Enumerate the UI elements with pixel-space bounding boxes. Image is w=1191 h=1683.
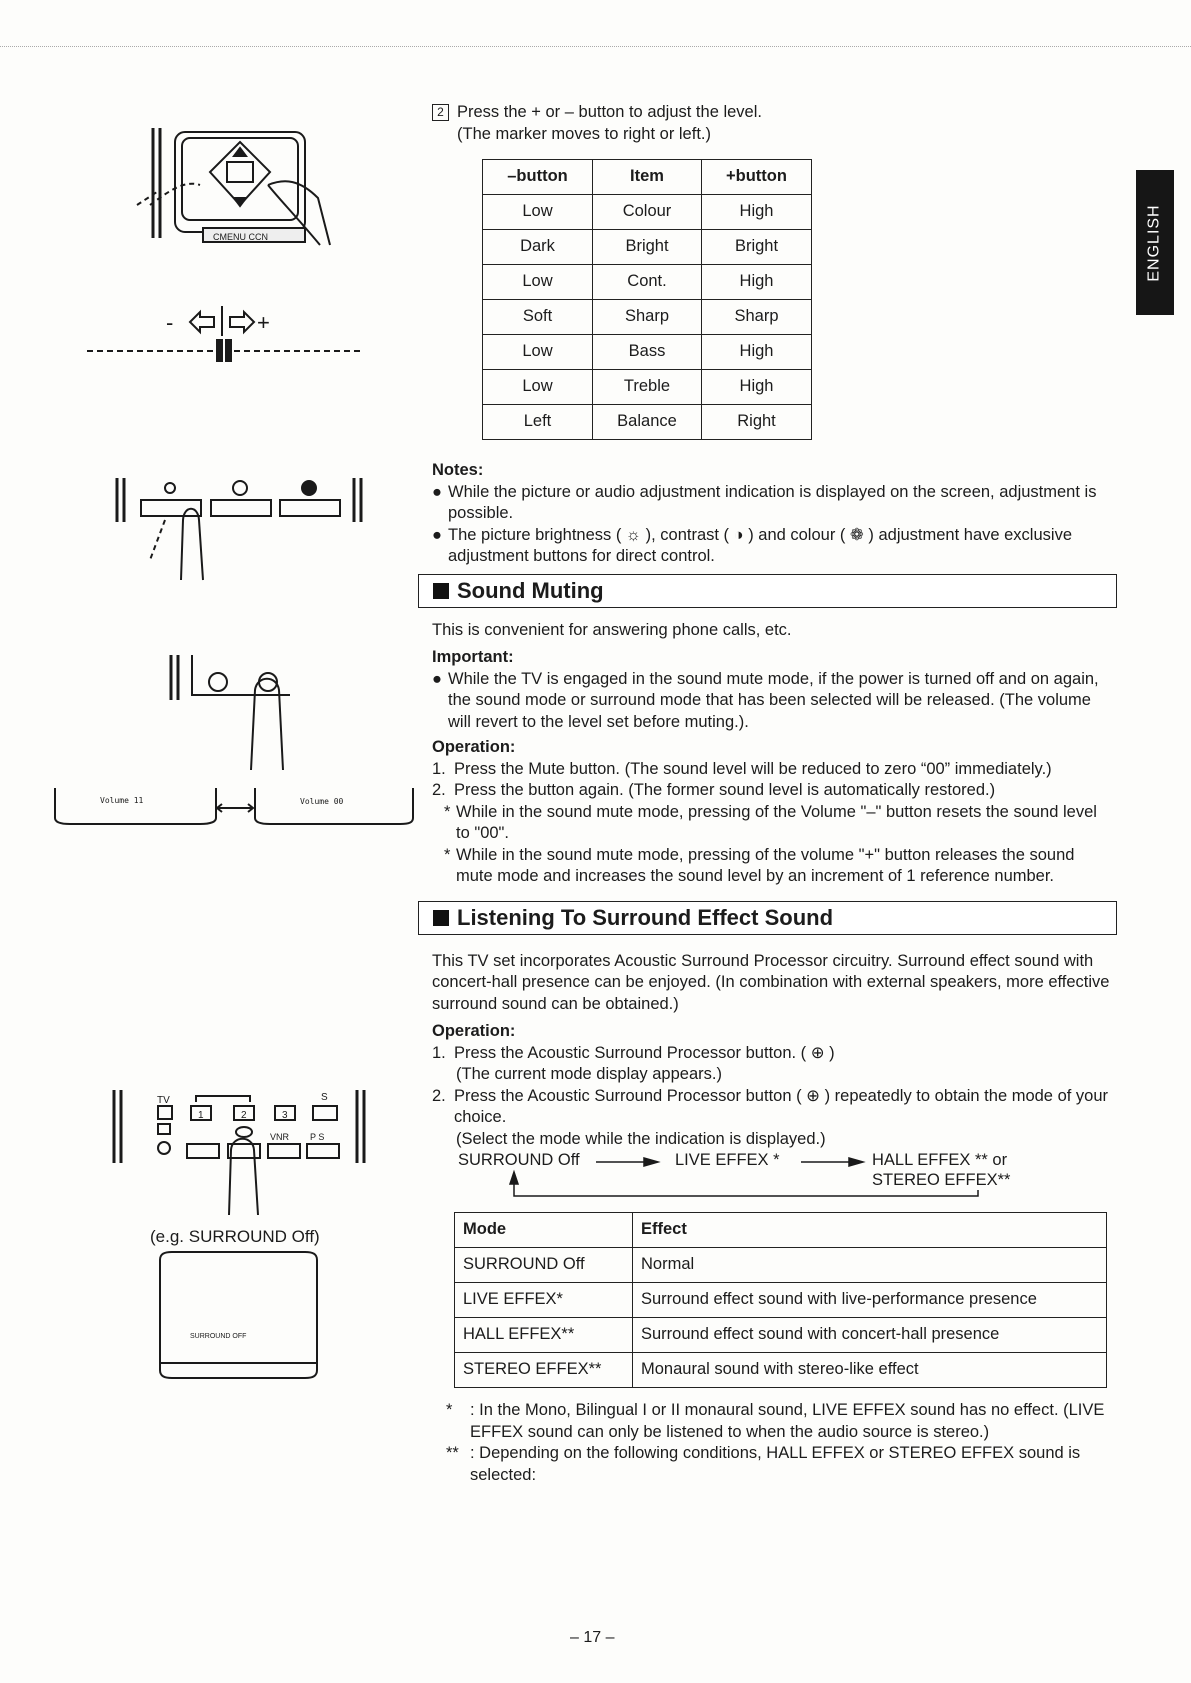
- main-content: [432, 102, 1114, 1486]
- table-cell: High: [702, 335, 812, 370]
- flow-arrows: [458, 1150, 1058, 1202]
- op-text: Press the Acoustic Surround Processor button. ( ⊕ ): [454, 1043, 835, 1062]
- table-cell: Treble: [593, 370, 702, 405]
- table-cell: Sharp: [593, 300, 702, 335]
- illustration-caption: (e.g. SURROUND Off): [150, 1227, 320, 1246]
- table-cell: Bass: [593, 335, 702, 370]
- language-tab-label: ENGLISH: [1146, 203, 1163, 282]
- flow-step: HALL EFFEX ** or: [872, 1151, 1008, 1169]
- step-2-line2: (The marker moves to right or left.): [457, 124, 711, 143]
- table-cell: Surround effect sound with concert-hall presence: [633, 1318, 1107, 1353]
- table-cell: High: [702, 370, 812, 405]
- svg-text:3: 3: [282, 1110, 288, 1121]
- mode-table: [454, 1212, 1107, 1388]
- muting-star-2: * While in the sound mute mode, pressing of the volume "+" button releases the sound mute mode and increases the sound level by an increment of 1 reference number.: [432, 845, 1114, 888]
- note-text: The picture brightness ( ☼ ), contrast ( ◑ ) and colour ( ❁ ) adjustment have exclusive adjustment buttons for direct control.: [448, 525, 1072, 565]
- op-text: Press the Mute button. (The sound level will be reduced to zero “00” immediately.): [454, 759, 1052, 778]
- surround-op-1: 1. Press the Acoustic Surround Processor button. ( ⊕ ): [432, 1043, 1114, 1065]
- volume-displays-illustration: [55, 788, 413, 824]
- footnote: [432, 1443, 1114, 1486]
- step-2-line1: Press the + or – button to adjust the level.: [457, 103, 762, 121]
- table-row: [483, 335, 812, 370]
- page-number: – 17 –: [570, 1629, 615, 1646]
- table-header: Effect: [633, 1213, 1107, 1248]
- table-cell: Left: [483, 405, 593, 440]
- heading-text: Sound Muting: [457, 577, 604, 603]
- square-bullet-icon: [433, 583, 449, 599]
- muting-op-2: 2. Press the button again. (The former sound level is automatically restored.): [432, 780, 1114, 802]
- table-row: [455, 1248, 1107, 1283]
- muting-intro: This is convenient for answering phone calls, etc.: [432, 620, 792, 639]
- svg-text:VNR: VNR: [270, 1132, 290, 1142]
- footnotes: [432, 1400, 1114, 1486]
- table-header: Item: [593, 160, 702, 195]
- op-text: Press the button again. (The former sound level is automatically restored.): [454, 781, 996, 799]
- svg-text:-: -: [166, 310, 174, 335]
- notes-title: Notes:: [432, 461, 484, 479]
- surround-op-1b: (The current mode display appears.): [456, 1065, 722, 1083]
- step-2: [432, 102, 1114, 145]
- language-tab: [1136, 170, 1174, 315]
- muting-op-1: 1. Press the Mute button. (The sound level will be reduced to zero “00” immediately.): [432, 759, 1114, 781]
- table-cell: STEREO EFFEX**: [455, 1353, 633, 1388]
- table-cell: High: [702, 265, 812, 300]
- operation-title: Operation:: [432, 738, 516, 756]
- table-row: [455, 1353, 1107, 1388]
- table-row: [483, 230, 812, 265]
- note-text: While the picture or audio adjustment indication is displayed on the screen, adjustment is possible.: [448, 482, 1097, 522]
- surround-op-2: 2. Press the Acoustic Surround Processor button ( ⊕ ) repeatedly to obtain the mode of your choice.: [432, 1086, 1114, 1129]
- muting-star-1: * While in the sound mute mode, pressing of the Volume "–" button resets the sound level to "00".: [432, 802, 1114, 845]
- table-header: –button: [483, 160, 593, 195]
- table-cell: LIVE EFFEX*: [455, 1283, 633, 1318]
- table-cell: Surround effect sound with live-performance presence: [633, 1283, 1107, 1318]
- direct-buttons-illustration: [117, 478, 361, 580]
- sound-muting-heading: [418, 574, 1117, 608]
- bullet-icon: ●: [432, 525, 442, 544]
- important-item: [432, 669, 1114, 734]
- flow-step: SURROUND Off: [458, 1151, 580, 1169]
- surround-intro: This TV set incorporates Acoustic Surround Processor circuitry. Surround effect sound with concert-hall presence can be enjoyed. (In combination with external speakers, more effective surround sound can be obtained.): [432, 951, 1110, 1013]
- table-cell: Bright: [593, 230, 702, 265]
- volume-right-label: Volume 00: [300, 797, 344, 806]
- square-bullet-icon: [433, 910, 449, 926]
- note-item: [432, 482, 1114, 525]
- volume-left-label: Volume 11: [100, 796, 144, 805]
- step-number-box: 2: [432, 104, 449, 121]
- table-row: [483, 370, 812, 405]
- note-item: [432, 525, 1114, 568]
- footnote-text: : Depending on the following conditions, HALL EFFEX or STEREO EFFEX sound is selected:: [470, 1444, 1081, 1484]
- screen-text: SURROUND OFF: [190, 1333, 247, 1340]
- heading-text: Listening To Surround Effect Sound: [457, 904, 834, 930]
- important-title: Important:: [432, 648, 514, 666]
- table-cell: Low: [483, 370, 593, 405]
- table-header: Mode: [455, 1213, 633, 1248]
- table-row: [483, 300, 812, 335]
- mute-button-illustration: [171, 655, 290, 770]
- bullet-icon: ●: [432, 482, 442, 501]
- table-row: [455, 1283, 1107, 1318]
- footnote: [432, 1400, 1114, 1443]
- table-cell: SURROUND Off: [455, 1248, 633, 1283]
- table-cell: Low: [483, 335, 593, 370]
- table-cell: Monaural sound with stereo-like effect: [633, 1353, 1107, 1388]
- star-text: While in the sound mute mode, pressing of the Volume "–" button resets the sound level to "00".: [456, 802, 1097, 842]
- remote-dpad-illustration: [137, 128, 330, 245]
- footnote-mark: **: [446, 1444, 459, 1462]
- table-cell: Bright: [702, 230, 812, 265]
- table-cell: High: [702, 195, 812, 230]
- table-cell: Right: [702, 405, 812, 440]
- surround-heading: [418, 901, 1117, 935]
- svg-text:TV: TV: [157, 1095, 170, 1106]
- svg-text:P S: P S: [310, 1132, 325, 1142]
- table-row: [483, 195, 812, 230]
- table-cell: Low: [483, 195, 593, 230]
- svg-text:+: +: [257, 310, 270, 335]
- table-cell: Low: [483, 265, 593, 300]
- important-text: While the TV is engaged in the sound mute mode, if the power is turned off and on again, the sound mode or surround mode that has been selected will be released. (The volume will revert to the level set before muting.).: [448, 669, 1099, 731]
- surround-operation-title: Operation:: [432, 1022, 516, 1040]
- bullet-icon: ●: [432, 669, 442, 688]
- table-cell: Soft: [483, 300, 593, 335]
- footnote-mark: *: [446, 1401, 453, 1419]
- mode-flow: [458, 1150, 1114, 1202]
- menu-label: CMENU CCN: [213, 232, 268, 242]
- table-cell: Sharp: [702, 300, 812, 335]
- flow-step: LIVE EFFEX *: [675, 1151, 780, 1169]
- svg-text:2: 2: [241, 1110, 247, 1121]
- table-cell: Dark: [483, 230, 593, 265]
- table-header-row: [455, 1213, 1107, 1248]
- svg-text:S: S: [321, 1092, 328, 1103]
- table-cell: Balance: [593, 405, 702, 440]
- table-cell: HALL EFFEX**: [455, 1318, 633, 1353]
- flow-step: STEREO EFFEX**: [872, 1171, 1011, 1189]
- svg-text:1: 1: [198, 1110, 204, 1121]
- surround-off-screen-illustration: [160, 1252, 317, 1378]
- table-cell: Normal: [633, 1248, 1107, 1283]
- table-cell: Colour: [593, 195, 702, 230]
- surround-buttons-illustration: [114, 1090, 364, 1215]
- marker-scale-illustration: [87, 306, 362, 361]
- star-text: While in the sound mute mode, pressing of the volume "+" button releases the sound mute mode and increases the sound level by an increment of 1 reference number.: [456, 845, 1075, 885]
- op-text: Press the Acoustic Surround Processor button ( ⊕ ) repeatedly to obtain the mode of your choice.: [454, 1086, 1109, 1126]
- illustrations: [0, 0, 430, 1400]
- table-header-row: [483, 160, 812, 195]
- adjustment-table: [482, 159, 812, 440]
- notes-section: [432, 460, 1114, 568]
- table-row: [483, 265, 812, 300]
- footnote-text: : In the Mono, Bilingual I or II monaural sound, LIVE EFFEX sound has no effect. (LIVE EFFEX sound can only be listened to when the audio source is stereo.): [470, 1401, 1105, 1441]
- surround-op-2b: (Select the mode while the indication is displayed.): [456, 1129, 826, 1148]
- table-cell: Cont.: [593, 265, 702, 300]
- table-header: +button: [702, 160, 812, 195]
- table-row: [455, 1318, 1107, 1353]
- table-row: [483, 405, 812, 440]
